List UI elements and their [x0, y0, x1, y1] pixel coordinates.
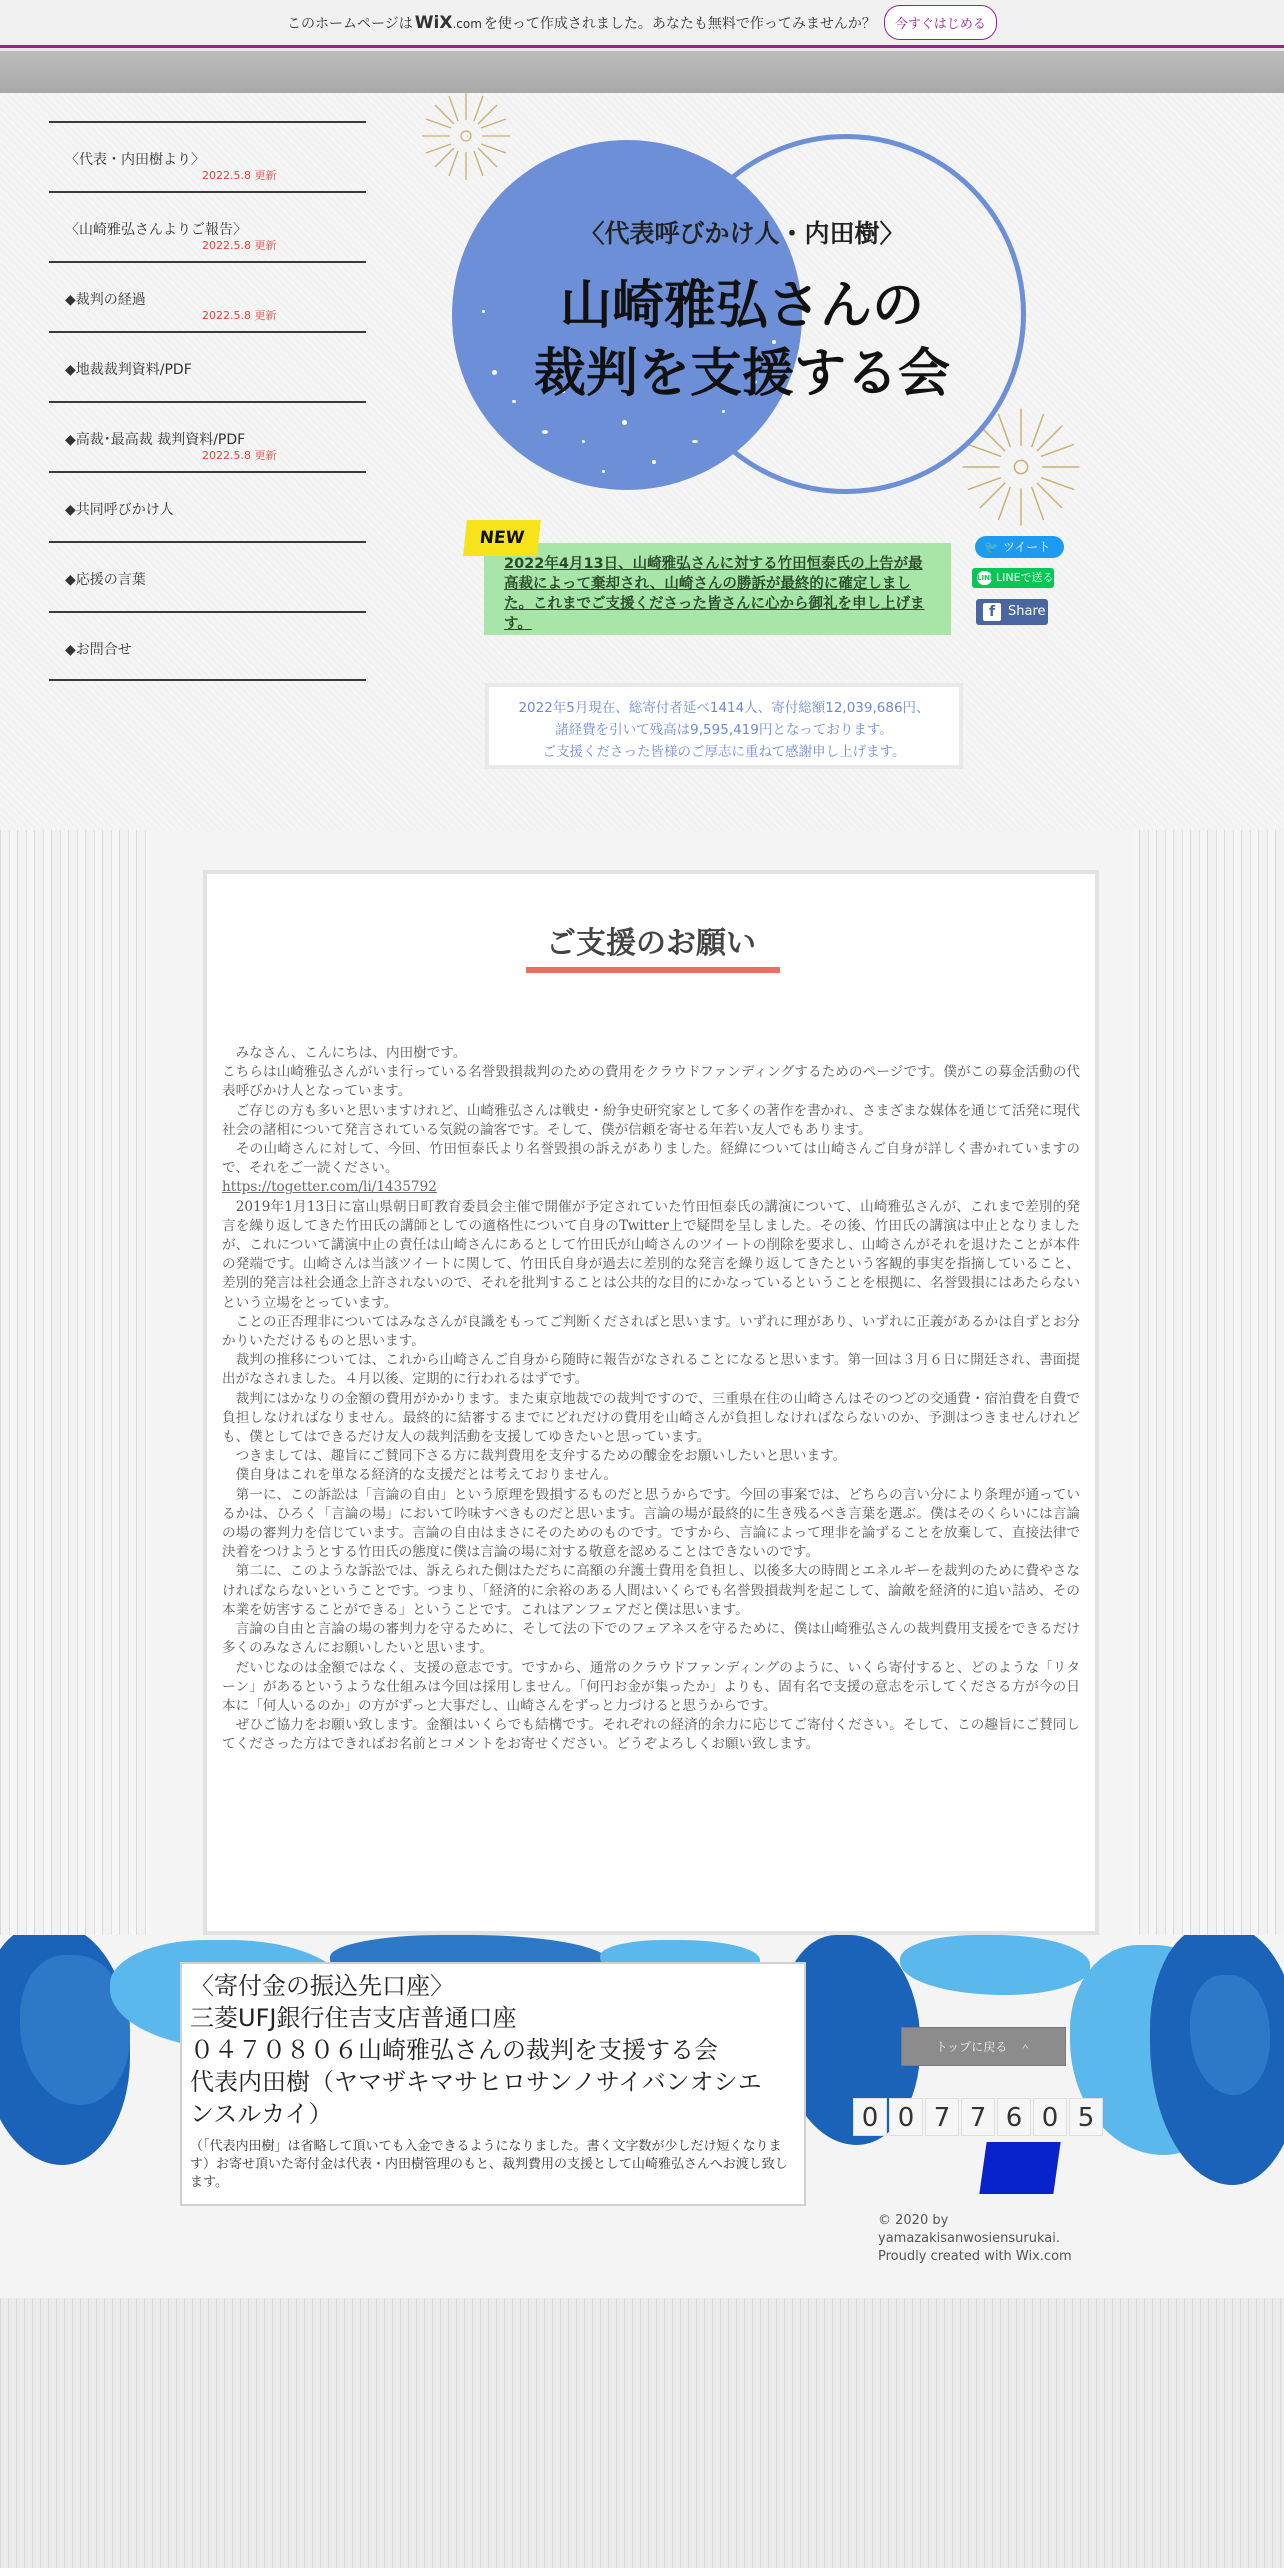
header-strip: [0, 51, 1284, 93]
back-to-top-button[interactable]: トップに戻る ＾: [901, 2027, 1066, 2066]
facebook-share-button[interactable]: [976, 599, 1048, 625]
visitor-counter: [853, 2098, 1105, 2136]
body-paragraph: 裁判にはかなりの金額の費用がかかります。また東京地裁での裁判ですので、三重県在住の山崎さんはそのつどの交通費・宿泊費を自費で負担しなければなりません。最終的に結審するまでにどれだけの費用を山崎さんが負担しなければならないのか、予測はつきませんけれども、僕としてはできるだけ友人の裁判活動を支援してゆきたいと思っています。: [222, 1390, 1080, 1446]
sidebar-item-uchida[interactable]: [49, 121, 366, 191]
hero-title-line2: 裁判を支援する会: [533, 344, 950, 404]
sidebar-item-label: ◆高裁･最高裁 裁判資料/PDF: [65, 432, 246, 448]
sidebar-item-label: ◆地裁裁判資料/PDF: [65, 362, 192, 378]
counter-digit: 7: [925, 2098, 959, 2136]
wix-logo-text: WiX: [414, 12, 453, 33]
sidebar-item-yamazaki-report[interactable]: [49, 191, 366, 261]
sidebar-item-district-court-pdf[interactable]: [49, 331, 366, 401]
sunburst-decoration-top: [420, 90, 512, 182]
start-now-button[interactable]: 今すぐはじめる: [884, 5, 997, 40]
body-paragraph: つきましては、趣旨にご賛同下さる方に裁判費用を支弁するための醵金をお願いしたいと思います。: [222, 1448, 847, 1465]
sidebar-item-label: ◆お問合せ: [65, 642, 132, 658]
sidebar-item-label: 〈代表・内田樹より〉: [65, 152, 205, 168]
updated-badge: 2022.5.8 更新: [202, 309, 277, 322]
line-icon: LINE: [977, 571, 992, 585]
hero-subtitle: 〈代表呼びかけ人・内田樹〉: [579, 219, 905, 248]
counter-digit: 6: [997, 2098, 1031, 2136]
blue-brush-stroke: [900, 1935, 1090, 1995]
body-paragraph: こちらは山崎雅弘さんがいま行っている名誉毀損裁判のための費用をクラウドファンディングするためのページです。僕がこの募金活動の代表呼びかけ人となっています。: [222, 1064, 1080, 1100]
circle-speckle: [542, 430, 548, 434]
sidebar-item-label: ◆応援の言葉: [65, 572, 146, 588]
appeal-body: [222, 1044, 1080, 1755]
copyright-line-1: © 2020 by: [878, 2213, 949, 2228]
line-label: LINEで送る: [996, 571, 1054, 584]
sidebar-item-label: ◆裁判の経過: [65, 292, 146, 308]
body-paragraph: みなさん、こんにちは、内田樹です。: [222, 1045, 467, 1061]
wix-logo[interactable]: [415, 13, 482, 33]
sidebar-item-trial-progress[interactable]: [49, 261, 366, 331]
copyright-line-3[interactable]: Proudly created with Wix.com: [878, 2249, 1072, 2264]
account-rep-line2: ンスルカイ）: [190, 2100, 333, 2128]
account-bank: 三菱UFJ銀行住吉支店普通口座: [190, 2004, 517, 2032]
circle-speckle: [692, 440, 698, 443]
copyright-line-2: yamazakisanwosiensurukai.: [878, 2231, 1061, 2246]
sidebar-nav: [49, 121, 366, 681]
sidebar-item-label: ◆共同呼びかけ人: [65, 502, 174, 518]
section-title-underline: [526, 967, 780, 973]
sidebar-item-support-messages[interactable]: [49, 541, 366, 611]
section-title: ご支援のお願い: [546, 926, 756, 961]
donation-stats-box: [485, 683, 963, 769]
body-paragraph: ことの正否理非についてはみなさんが良識をもってご判断くださればと思います。いずれに理があり、いずれに正義があるかは自ずとお分かりいただけるものと思います。: [222, 1313, 1080, 1350]
updated-badge: 2022.5.8 更新: [202, 239, 277, 252]
hero-title-line1: 山崎雅弘さんの: [559, 276, 924, 336]
counter-digit: 0: [853, 2098, 887, 2136]
circle-speckle: [652, 460, 656, 464]
wix-banner: [0, 0, 1284, 48]
copyright: [878, 2212, 1072, 2266]
line-share-button[interactable]: [972, 568, 1054, 588]
counter-digit: 0: [1033, 2098, 1067, 2136]
facebook-icon: f: [983, 603, 1001, 621]
account-number-name: ０４７０８０６山崎雅弘さんの裁判を支援する会: [190, 2036, 718, 2064]
tweet-button[interactable]: [975, 536, 1064, 558]
sidebar-item-label: 〈山崎雅弘さんよりご報告〉: [65, 222, 247, 238]
stats-line-2: 諸経費を引いて残高は9,595,419円となっております。: [555, 722, 893, 738]
togetter-link[interactable]: https://togetter.com/li/1435792: [222, 1179, 437, 1196]
stats-line-3: ご支援くださった皆様のご厚志に重ねて感謝申し上げます。: [542, 744, 906, 760]
blue-brush-accent: [979, 2142, 1060, 2194]
account-heading: 〈寄付金の振込先口座〉: [190, 1972, 454, 2000]
account-note: （「代表内田樹」は省略して頂いても入金できるようになりました。書く文字数が少しだけ短くなります）お寄せ頂いた寄付金は代表・内田樹管理のもと、裁判費用の支援として山崎雅弘さんへお渡し致します。: [190, 2139, 788, 2190]
wix-banner-text-after: を使って作成されました。あなたも無料で作ってみませんか？: [483, 15, 876, 32]
sidebar-item-contact[interactable]: [49, 611, 366, 681]
account-rep-line1: 代表内田樹（ヤマザキマサヒロサンノサイバンオシエ: [190, 2068, 762, 2096]
counter-digit: 5: [1069, 2098, 1103, 2136]
updated-badge: 2022.5.8 更新: [202, 449, 277, 462]
news-announcement[interactable]: 2022年4月13日、山崎雅弘さんに対する竹田恒泰氏の上告が最高裁によって棄却され、山崎さんの勝訴が最終的に確定しました。これまでご支援くださった皆さんに心から御礼を申し上げます。: [484, 543, 951, 635]
body-paragraph: ご存じの方も多いと思いますけれど、山崎雅弘さんは戦史・紛争史研究家として多くの著作を書かれ、さまざまな媒体を通じて活発に現代社会の諸相について発言されている気鋭の論客です。そして、僕が信頼を寄せる年若い友人でもあります。: [222, 1102, 1080, 1138]
tweet-label: ツイート: [1003, 540, 1051, 554]
hero-title: [452, 272, 1032, 408]
body-paragraph: 2019年1月13日に富山県朝日町教育委員会主催で開催が予定されていた竹田恒泰氏の講演について、山崎雅弘さんが、これまで差別的発言を繰り返してきた竹田氏の講師としての適格性について自身のTwitter上で疑問を呈しました。その後、竹田氏の講演は中止となりましたが、これについて講演中止の責任は山崎さんにあるとして竹田氏が山崎さんのツイートの削除を要求し、山崎さんがそれを退けたことが本件の発端です。山崎さんは当該ツイートに関して、竹田氏自身が過去に差別的な発言を繰り返してきたという客観的事実を指摘していること、差別的発言は社会通念上許されないので、それを批判することは公共的な目的にかなっているということを根拠に、名誉毀損にはあたらないという立場をとっています。: [222, 1198, 1080, 1311]
body-paragraph: ぜひご協力をお願い致します。金額はいくらでも結構です。それぞれの経済的余力に応じてご寄付ください。そして、この趣旨にご賛同してくださった方はできればお名前とコメントをお寄せください。どうぞよろしくお願い致します。: [222, 1717, 1080, 1753]
stats-line-1: 2022年5月現在、総寄付者延べ1414人、寄付総額12,039,686円、: [518, 700, 930, 716]
body-paragraph: 第一に、この訴訟は「言論の自由」という原理を毀損するものだと思うからです。今回の事案では、どちらの言い分により条理が通っているかは、ひろく「言論の場」において吟味すべきものだと思います。言論の場が最終的に生き残るべき言葉を選ぶ。僕はそのくらいには言論の場の審判力を信じています。言論の自由はまさにそのためのものです。ですから、言論によって理非を論ずることを放棄して、直接法律で決着をつけようとする竹田氏の態度に僕は言論の場に対する敬意を認めることはできないのです。: [222, 1486, 1080, 1561]
share-label: Share: [1008, 604, 1046, 619]
wix-logo-suffix: .com: [452, 16, 482, 31]
body-paragraph: その山崎さんに対して、今回、竹田恒泰氏より名誉毀損の訴えがありました。経緯については山崎さんご自身が詳しく書かれていますので、それをご一読ください。: [222, 1141, 1080, 1177]
bank-account-box: [180, 1962, 806, 2206]
circle-speckle: [582, 440, 585, 443]
circle-speckle: [622, 420, 627, 425]
body-paragraph: 裁判の推移については、これから山崎さんご自身から随時に報告がなされることになると思います。第一回は３月６日に開廷され、書面提出がなされました。４月以後、定期的に行われるはずです。: [222, 1352, 1080, 1388]
circle-speckle: [602, 470, 605, 473]
new-badge: NEW: [463, 520, 541, 556]
sidebar-item-co-sponsors[interactable]: [49, 471, 366, 541]
body-paragraph: 僕自身はこれを単なる経済的な支援だとは考えておりません。: [222, 1467, 618, 1484]
body-paragraph: 第二に、このような訴訟では、訴えられた側はただちに高額の弁護士費用を負担し、以後多大の時間とエネルギーを裁判のために費やさなければならないということです。つまり、「経済的に余裕のある人間はいくらでも名誉毀損裁判を起こして、論敵を経済的に追い詰め、その本業を妨害することができる」ということです。これはアンフェアだと僕は思います。: [222, 1563, 1080, 1618]
footer-bottom-background: [0, 2298, 1284, 2568]
counter-digit: 0: [889, 2098, 923, 2136]
body-paragraph: だいじなのは金額ではなく、支援の意志です。ですから、通常のクラウドファンディングのように、いくら寄付すると、どのような「リターン」があるというような仕組みは今回は採用しません。「何円お金が集ったか」よりも、固有名で支援の意志を示してくださる方が今の日本に「何人いるのか」の方がずっと大事だし、山崎さんをずっと力づけると思うからです。: [222, 1659, 1080, 1714]
body-paragraph: 言論の自由と言論の場の審判力を守るために、そして法の下でのフェアネスを守るために、僕は山崎雅弘さんの裁判費用支援をできるだけ多くのみなさんにお願いしたいと思います。: [222, 1621, 1080, 1657]
counter-digit: 7: [961, 2098, 995, 2136]
twitter-bird-icon: 🐦: [984, 540, 999, 554]
sidebar-item-high-court-pdf[interactable]: [49, 401, 366, 471]
wix-banner-text-before: このホームページは: [287, 15, 413, 32]
updated-badge: 2022.5.8 更新: [202, 169, 277, 182]
